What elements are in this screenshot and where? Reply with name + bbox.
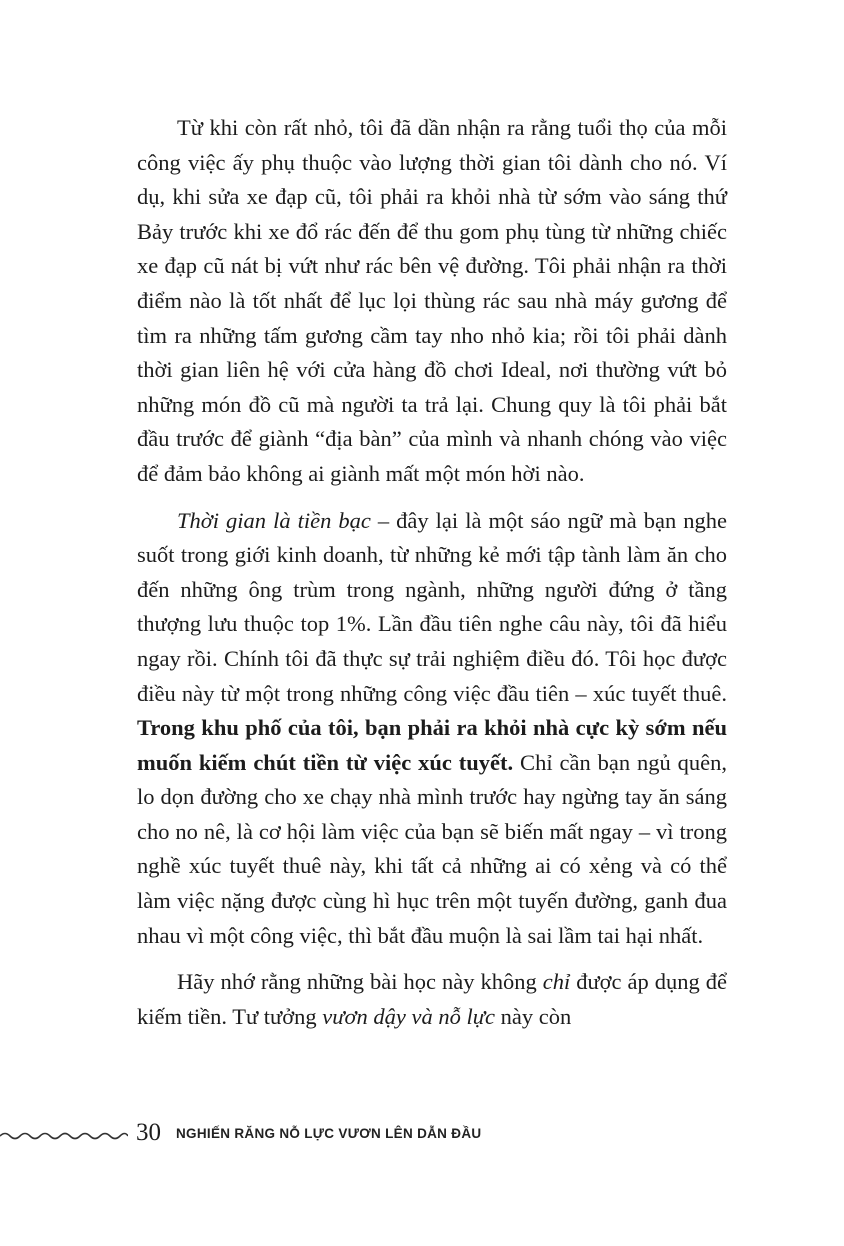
- italic-text-run: chỉ: [542, 969, 571, 995]
- wave-line-icon: [0, 1128, 128, 1142]
- text-run: được áp dụng để kiếm tiền. Tư tưởng: [137, 969, 727, 1029]
- paragraph: [137, 111, 727, 492]
- running-title: NGHIẾN RĂNG NỖ LỰC VƯƠN LÊN DẪN ĐẦU: [176, 1126, 482, 1141]
- bold-text-run: Trong khu phố của tôi, bạn phải ra khỏi nhà cực kỳ sớm nếu muốn kiếm chút tiền từ việc xúc tuyết.: [137, 715, 727, 775]
- text-run: Từ khi còn rất nhỏ, tôi đã dần nhận ra rằng tuổi thọ của mỗi công việc ấy phụ thuộc vào lượng thời gian tôi dành cho nó. Ví dụ, khi sửa xe đạp cũ, tôi phải ra khỏi nhà từ sớm vào sáng thứ Bảy trước khi xe đổ rác đến để thu gom phụ tùng từ những chiếc xe đạp cũ nát bị vứt như rác bên vệ đường. Tôi phải nhận ra thời điểm nào là tốt nhất để lục lọi thùng rác sau nhà máy gương để tìm ra những tấm gương cầm tay nho nhỏ kia; rồi tôi phải dành thời gian liên hệ với cửa hàng đồ chơi Ideal, nơi thường vứt bỏ những món đồ cũ mà người ta trả lại. Chung quy là tôi phải bắt đầu trước để giành “địa bàn” của mình và nhanh chóng vào việc để đảm bảo không ai giành mất một món hời nào.: [137, 115, 727, 486]
- page-number: 30: [136, 1119, 161, 1146]
- text-run: Hãy nhớ rằng những bài học này không: [177, 969, 543, 995]
- page-footer: [0, 1116, 844, 1152]
- italic-text-run: vươn dậy và nỗ lực: [322, 1003, 495, 1029]
- italic-text-run: Thời gian là tiền bạc: [177, 507, 371, 533]
- paragraph: [137, 965, 727, 1034]
- text-run: Chỉ cần bạn ngủ quên, lo dọn đường cho xe chạy nhà mình trước hay ngừng tay ăn sáng cho no nê, là cơ hội làm việc của bạn sẽ biến mất ngay – vì trong nghề xúc tuyết thuê này, khi tất cả những ai có xẻng và có thể làm việc nặng được cùng hì hục trên một tuyến đường, ganh đua nhau vì một công việc, thì bắt đầu muộn là sai lầm tai hại nhất.: [137, 749, 727, 948]
- text-run: này còn: [494, 1003, 572, 1029]
- paragraph: [137, 504, 727, 954]
- page-body: [137, 111, 727, 1034]
- text-run: – đây lại là một sáo ngữ mà bạn nghe suốt trong giới kinh doanh, từ những kẻ mới tập tành làm ăn cho đến những ông trùm trong ngành, những người đứng ở tầng thượng lưu thuộc top 1%. Lần đầu tiên nghe câu này, tôi đã hiểu ngay rồi. Chính tôi đã thực sự trải nghiệm điều đó. Tôi học được điều này từ một trong những công việc đầu tiên – xúc tuyết thuê.: [137, 507, 727, 706]
